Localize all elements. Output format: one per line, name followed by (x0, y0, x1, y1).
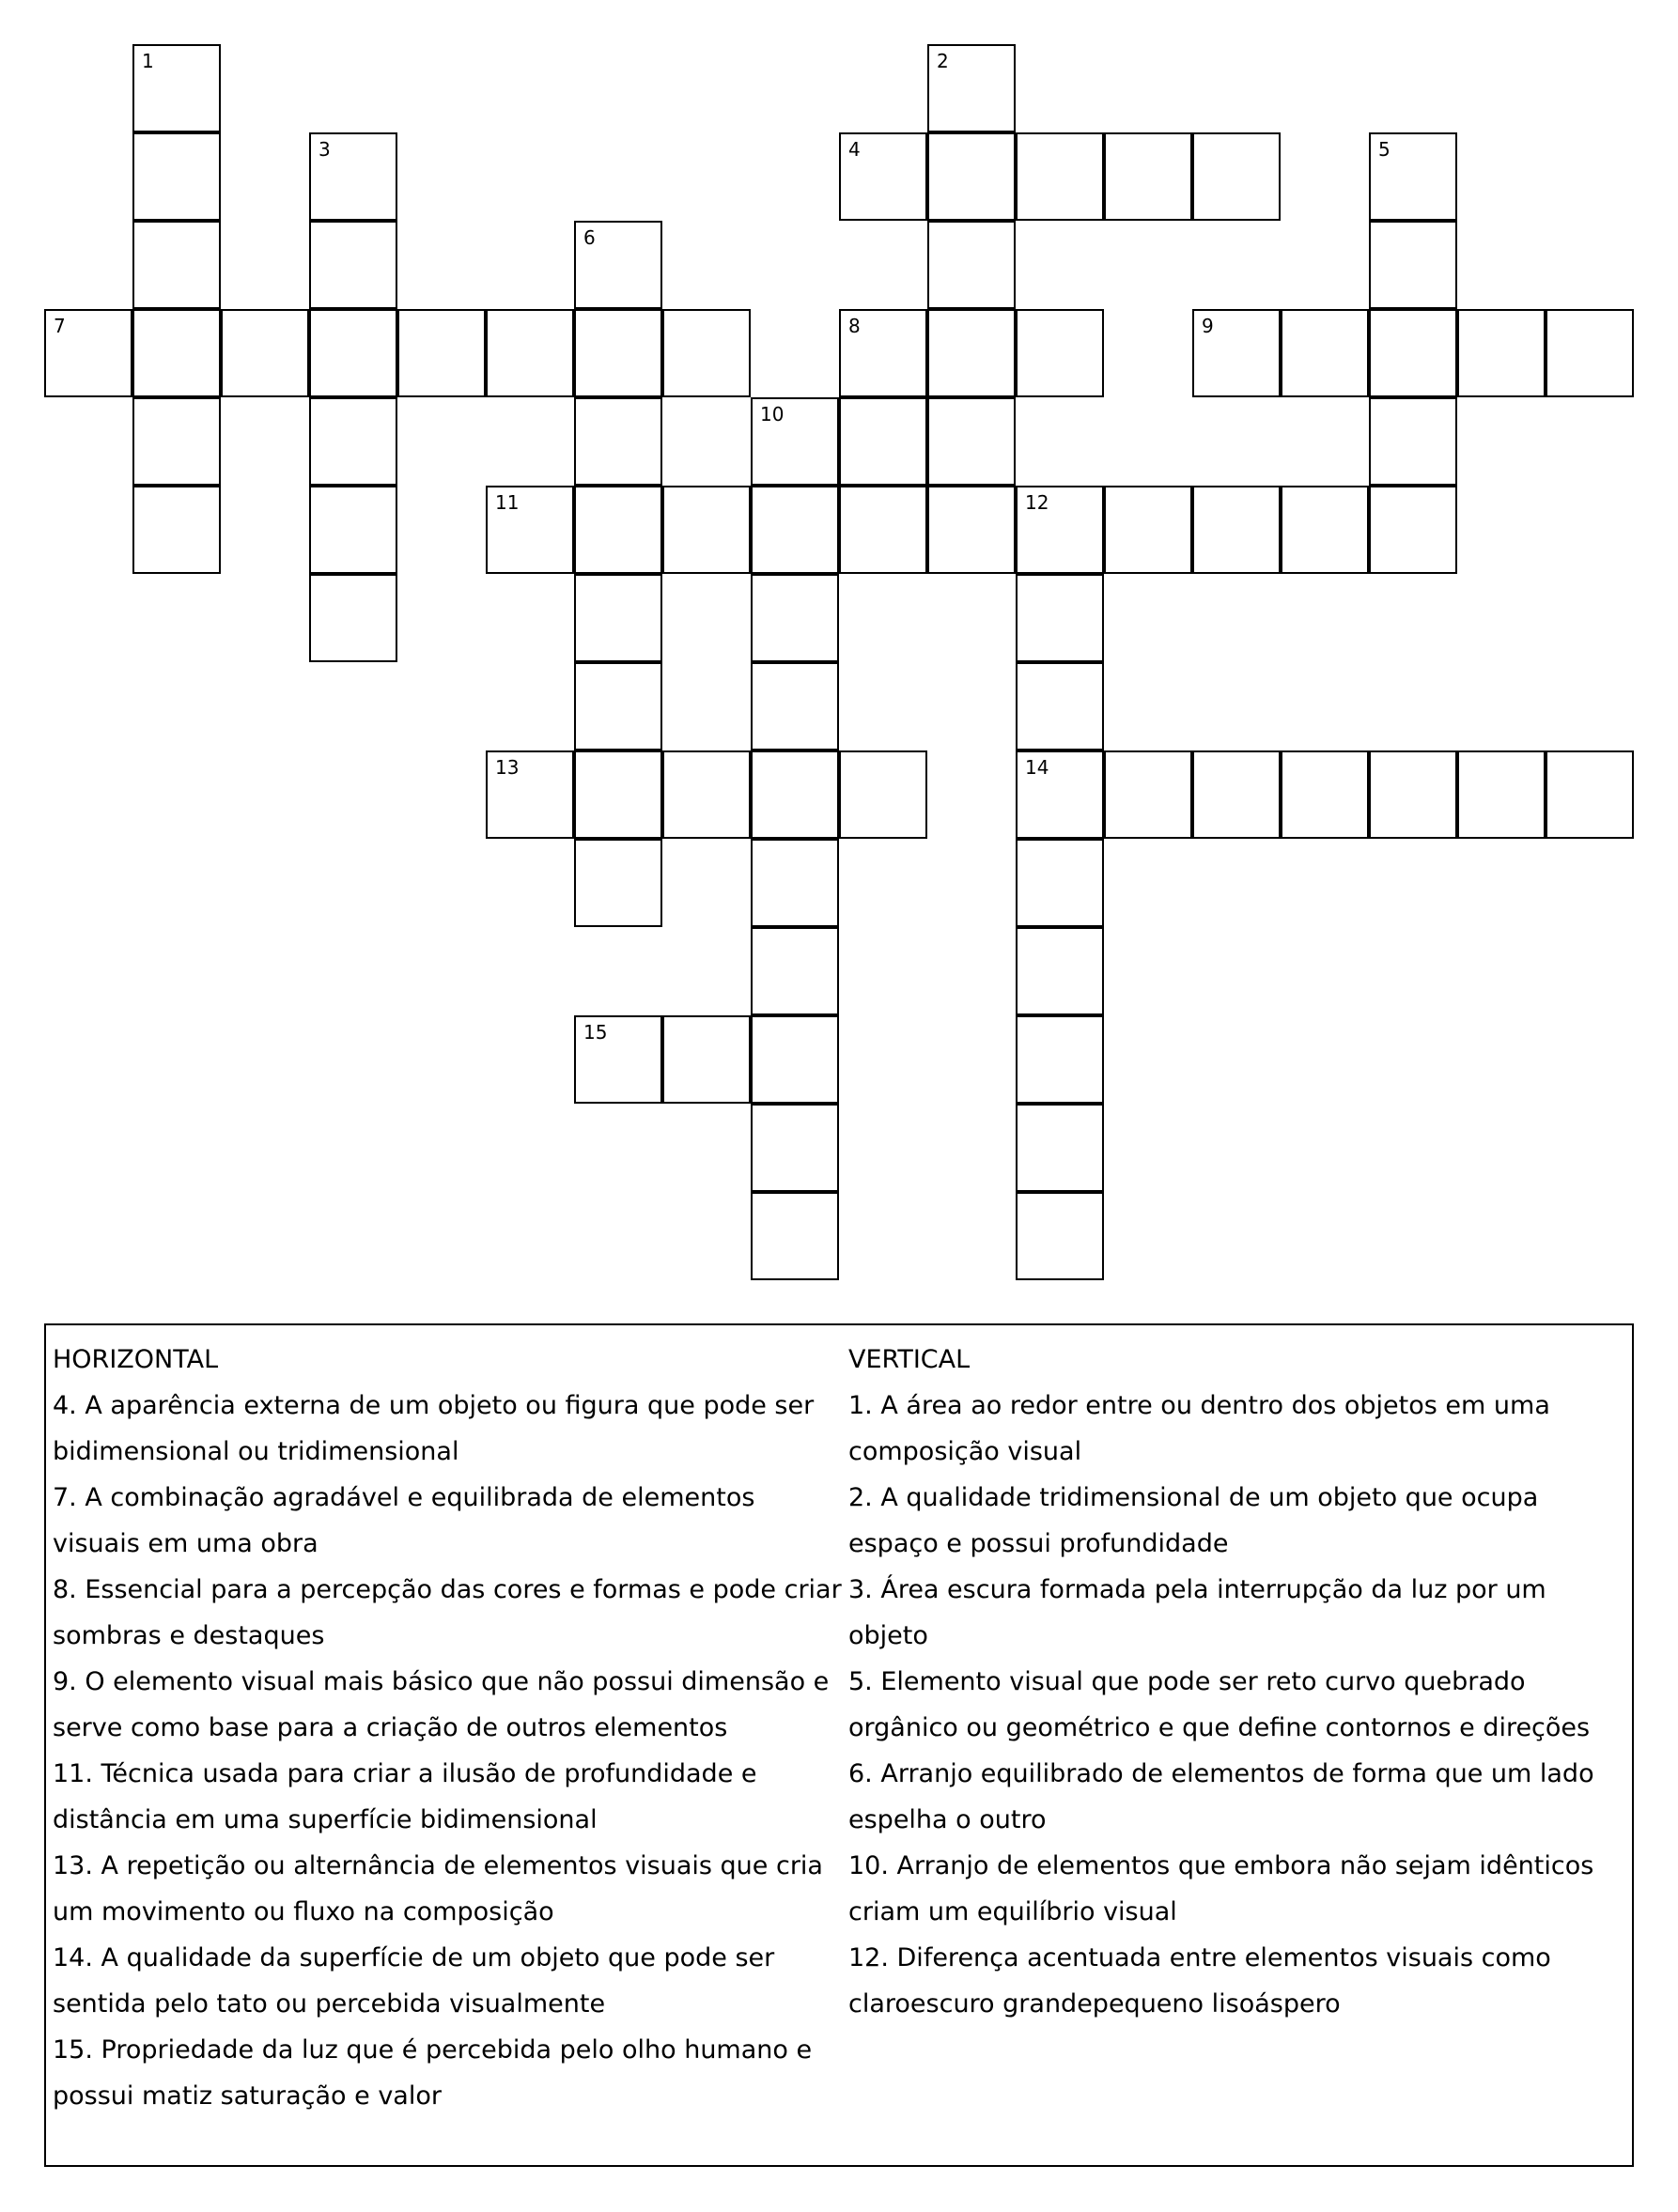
clue-h-11: 11. Técnica usada para criar a ilusão de profundidade e distância em uma superfície bidimensional (53, 1759, 757, 1834)
grid-cell[interactable] (44, 309, 132, 397)
grid-cell[interactable] (751, 486, 839, 574)
grid-cell[interactable] (1281, 750, 1369, 839)
grid-cell[interactable] (839, 309, 927, 397)
clue-number: 2 (937, 50, 949, 72)
clue-number: 8 (848, 315, 861, 337)
grid-cell[interactable] (132, 397, 221, 486)
grid-cell[interactable] (839, 486, 927, 574)
grid-cell[interactable] (309, 574, 397, 662)
grid-cell[interactable] (1192, 309, 1281, 397)
clue-v-1: 1. A área ao redor entre ou dentro dos objetos em uma composição visual (848, 1391, 1550, 1466)
clue-h-4: 4. A aparência externa de um objeto ou figura que pode ser bidimensional ou tridimensional (53, 1391, 815, 1466)
grid-cell[interactable] (1281, 486, 1369, 574)
grid-cell[interactable] (751, 574, 839, 662)
grid-cell[interactable] (309, 221, 397, 309)
grid-cell[interactable] (1369, 132, 1457, 221)
grid-cell[interactable] (132, 44, 221, 132)
grid-cell[interactable] (132, 486, 221, 574)
grid-cell[interactable] (309, 309, 397, 397)
grid-cell[interactable] (839, 750, 927, 839)
grid-cell[interactable] (132, 221, 221, 309)
grid-cell[interactable] (574, 397, 662, 486)
clue-h-8: 8. Essencial para a percepção das cores e formas e pode criar sombras e destaques (53, 1575, 842, 1650)
grid-cell[interactable] (662, 486, 751, 574)
clue-number: 12 (1025, 491, 1049, 514)
grid-cell[interactable] (751, 750, 839, 839)
clue-h-14: 14. A qualidade da superfície de um objeto que pode ser sentida pelo tato ou percebida visualmente (53, 1943, 775, 2019)
clue-number: 6 (583, 226, 596, 249)
grid-cell[interactable] (662, 309, 751, 397)
grid-cell[interactable] (662, 1015, 751, 1104)
grid-cell[interactable] (1192, 486, 1281, 574)
grid-cell[interactable] (1546, 309, 1634, 397)
grid-cell[interactable] (1016, 662, 1104, 750)
grid-cell[interactable] (751, 662, 839, 750)
grid-cell[interactable] (309, 132, 397, 221)
grid-cell[interactable] (132, 132, 221, 221)
grid-cell[interactable] (1016, 839, 1104, 927)
grid-cell[interactable] (751, 397, 839, 486)
clue-number: 3 (319, 138, 331, 161)
vertical-clues (848, 1337, 1628, 2027)
grid-cell[interactable] (574, 486, 662, 574)
vertical-title: VERTICAL (848, 1345, 971, 1374)
grid-cell[interactable] (1192, 132, 1281, 221)
clue-v-3: 3. Área escura formada pela interrupção da luz por um objeto (848, 1575, 1546, 1650)
grid-cell[interactable] (1369, 397, 1457, 486)
clue-number: 7 (54, 315, 66, 337)
grid-cell[interactable] (839, 397, 927, 486)
grid-cell[interactable] (486, 486, 574, 574)
grid-cell[interactable] (1104, 132, 1192, 221)
clue-number: 10 (760, 403, 785, 425)
grid-cell[interactable] (751, 1015, 839, 1104)
clue-number: 14 (1025, 756, 1049, 779)
horizontal-title: HORIZONTAL (53, 1345, 219, 1374)
grid-cell[interactable] (574, 662, 662, 750)
grid-cell[interactable] (1016, 1104, 1104, 1192)
clue-number: 9 (1202, 315, 1214, 337)
clue-number: 5 (1378, 138, 1391, 161)
grid-cell[interactable] (309, 486, 397, 574)
grid-cell[interactable] (574, 1015, 662, 1104)
clues-box (44, 1323, 1634, 2167)
grid-cell[interactable] (662, 750, 751, 839)
grid-cell[interactable] (1016, 309, 1104, 397)
grid-cell[interactable] (132, 309, 221, 397)
grid-cell[interactable] (1016, 486, 1104, 574)
grid-cell[interactable] (751, 1192, 839, 1280)
grid-cell[interactable] (397, 309, 486, 397)
clue-number: 4 (848, 138, 861, 161)
clue-number: 15 (583, 1021, 608, 1044)
clue-v-6: 6. Arranjo equilibrado de elementos de forma que um lado espelha o outro (848, 1759, 1594, 1834)
grid-cell[interactable] (486, 750, 574, 839)
grid-cell[interactable] (1016, 1015, 1104, 1104)
clue-v-2: 2. A qualidade tridimensional de um objeto que ocupa espaço e possui profundidade (848, 1483, 1539, 1558)
grid-cell[interactable] (751, 839, 839, 927)
grid-cell[interactable] (1369, 750, 1457, 839)
grid-cell[interactable] (1546, 750, 1634, 839)
grid-cell[interactable] (927, 221, 1016, 309)
clue-h-7: 7. A combinação agradável e equilibrada de elementos visuais em uma obra (53, 1483, 755, 1558)
grid-cell[interactable] (1016, 132, 1104, 221)
grid-cell[interactable] (574, 750, 662, 839)
grid-cell[interactable] (574, 839, 662, 927)
grid-cell[interactable] (751, 927, 839, 1015)
clue-number: 13 (495, 756, 520, 779)
grid-cell[interactable] (221, 309, 309, 397)
clue-v-5: 5. Elemento visual que pode ser reto curvo quebrado orgânico ou geométrico e que define contornos e direções (848, 1667, 1591, 1742)
clue-number: 1 (142, 50, 154, 72)
grid-cell[interactable] (1104, 486, 1192, 574)
grid-cell[interactable] (1016, 750, 1104, 839)
grid-cell[interactable] (1104, 750, 1192, 839)
grid-cell[interactable] (309, 397, 397, 486)
grid-cell[interactable] (839, 132, 927, 221)
grid-cell[interactable] (1369, 486, 1457, 574)
clue-number: 11 (495, 491, 520, 514)
grid-cell[interactable] (927, 486, 1016, 574)
clue-h-15: 15. Propriedade da luz que é percebida pelo olho humano e possui matiz saturação e valor (53, 2035, 813, 2111)
grid-cell[interactable] (1369, 309, 1457, 397)
grid-cell[interactable] (486, 309, 574, 397)
grid-cell[interactable] (927, 132, 1016, 221)
grid-cell[interactable] (1457, 309, 1546, 397)
grid-cell[interactable] (1192, 750, 1281, 839)
grid-cell[interactable] (927, 309, 1016, 397)
horizontal-clues (53, 1337, 842, 2119)
clue-h-13: 13. A repetição ou alternância de elementos visuais que cria um movimento ou fluxo na composição (53, 1851, 823, 1926)
grid-cell[interactable] (1016, 574, 1104, 662)
grid-cell[interactable] (1281, 309, 1369, 397)
grid-cell[interactable] (574, 309, 662, 397)
grid-cell[interactable] (927, 44, 1016, 132)
grid-cell[interactable] (1016, 1192, 1104, 1280)
grid-cell[interactable] (1457, 750, 1546, 839)
clue-h-9: 9. O elemento visual mais básico que não possui dimensão e serve como base para a criação de outros elementos (53, 1667, 830, 1742)
grid-cell[interactable] (574, 574, 662, 662)
grid-cell[interactable] (1016, 927, 1104, 1015)
clue-v-10: 10. Arranjo de elementos que embora não sejam idênticos criam um equilíbrio visual (848, 1851, 1594, 1926)
grid-cell[interactable] (751, 1104, 839, 1192)
clue-v-12: 12. Diferença acentuada entre elementos visuais como claroescuro grandepequeno lisoáspero (848, 1943, 1551, 2019)
grid-cell[interactable] (574, 221, 662, 309)
grid-cell[interactable] (927, 397, 1016, 486)
grid-cell[interactable] (1369, 221, 1457, 309)
